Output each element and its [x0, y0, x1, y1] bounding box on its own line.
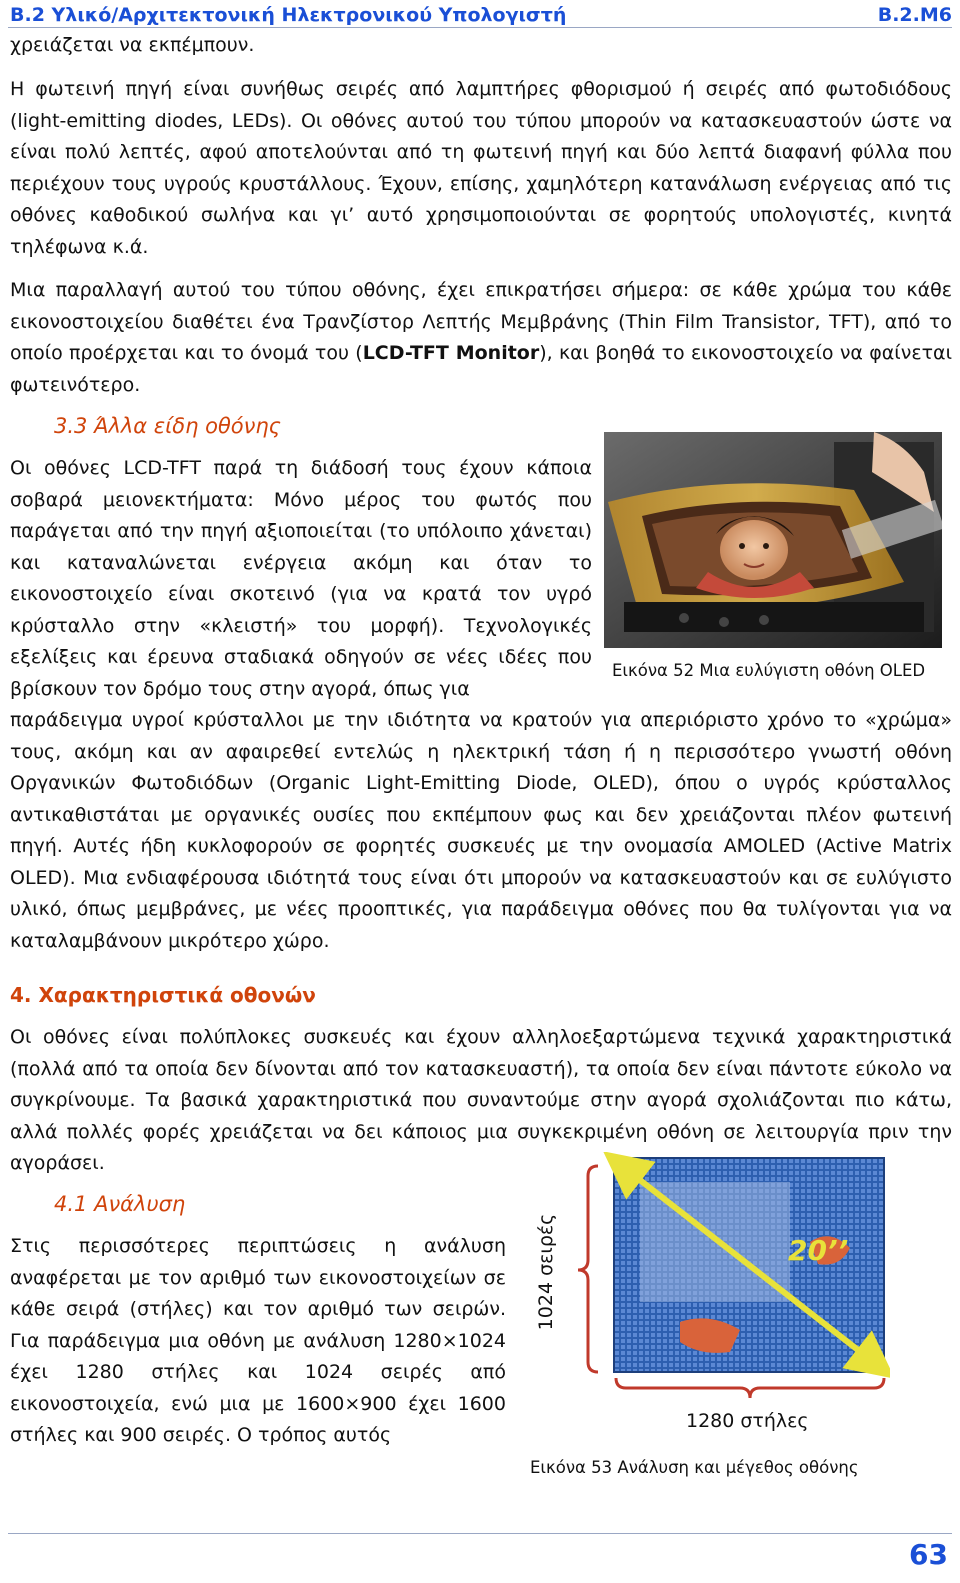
- paragraph-resolution: Στις περισσότερες περιπτώσεις η ανάλυση αναφέρεται με τον αριθμό των εικονοστοιχείων σε κάθε σειρά (στήλες) και τον αριθμό των σειρών. Για παράδειγμα μια οθόνη με ανάλυση 1280×1024 έχει 1280 στήλες και 1024 σειρές από εικονοστοιχεία, ενώ μια με 1600×900 έχει 1600 στήλες και 900 σειρές. Ο τρόπος αυτός: [10, 1235, 506, 1446]
- paragraph-tft-b: ), και βοηθά το εικονοστοιχείο να φαίνεται φωτεινότερο.: [10, 342, 952, 396]
- paragraph-tft-a: Μια παραλλαγή αυτού του τύπου οθόνης, έχει επικρατήσει σήμερα: σε κάθε χρώμα του κάθε εικονοστοιχείου διαθέτει ένα Τρανζίστορ Λεπτής Μεμβράνης (Thin Film Transistor, TFT), από το οποίο προέρχεται και το όνομά του (: [10, 279, 952, 364]
- oled-flexible-screen-image: [604, 432, 942, 648]
- chapter-title: Β.2 Υλικό/Αρχιτεκτονική Ηλεκτρονικού Υπολογιστή: [10, 4, 567, 26]
- diagonal-label: 20’’: [788, 1234, 849, 1267]
- paragraph-tft: [10, 275, 952, 401]
- paragraph-characteristics: Οι οθόνες είναι πολύπλοκες συσκευές και έχουν αλληλοεξαρτώμενα τεχνικά χαρακτηριστικά (πολλά από τα οποία δεν δίνονται από τον κατασκευαστή), τα οποία δεν είναι πάντοτε εύκολο να συγκρίνουμε. Τα βασικά χαρακτηριστικά που συναντούμε στην αγορά σχολιάζονται πιο κάτω, αλλά πολλές φορές χρειάζεται να δει κάποιος μια συγκεκριμένη οθόνη σε λειτουργία πριν την αγοράσει.: [10, 1026, 952, 1174]
- paragraph-light-source: Η φωτεινή πηγή είναι συνήθως σειρές από λαμπτήρες φθορισμού ή σειρές από φωτοδιόδους (light-emitting diodes, LEDs). Οι οθόνες αυτού του τύπου μπορούν να κατασκευαστούν ώστε να είναι πολύ λεπτές, αφού αποτελούνται από τη φωτεινή πηγή και δύο λεπτά διαφανή φύλλα που περιέχουν τους υγρούς κρυστάλλους. Έχουν, επίσης, χαμηλότερη κατανάλωση ενέργειας από τις οθόνες καθοδικού σωλήνα και γι’ αυτό χρησιμοποιούνται σε φορητούς υπολογιστές, κινητά τηλέφωνα κ.ά.: [10, 78, 952, 258]
- paragraph-continuation: χρειάζεται να εκπέμπουν.: [10, 34, 255, 56]
- cols-label: 1280 στήλες: [686, 1410, 809, 1432]
- footer-divider: [8, 1533, 952, 1534]
- rows-label: 1024 σειρές: [535, 1213, 557, 1331]
- page-header: [0, 0, 960, 28]
- chapter-code: Β.2.Μ6: [877, 4, 952, 26]
- resolution-figure: [530, 1152, 890, 1412]
- resolution-diagram: [530, 1152, 890, 1412]
- lcd-tft-term: LCD-TFT Monitor: [362, 342, 540, 364]
- paragraph-oled-narrow: Οι οθόνες LCD-TFT παρά τη διάδοσή τους έχουν κάποια σοβαρά μειονεκτήματα: Μόνο μέρος του φωτός που παράγεται από την πηγή αξιοποιείται (το υπόλοιπο χάνεται) και καταναλώνεται ενέργεια ακόμη και όταν το εικονοστοιχείο είναι σκοτεινό (για να κρατά τον υγρό κρύσταλλο στην «κλειστή» του μορφή). Τεχνολογικές εξελίξεις και έρευνα σταδιακά οδηγούν σε νέες ιδέες που βρίσκουν τον δρόμο τους στην αγορά, όπως για: [10, 457, 592, 700]
- header-divider: [8, 27, 952, 28]
- figure-53-caption: Εικόνα 53 Ανάλυση και μέγεθος οθόνης: [530, 1458, 859, 1477]
- paragraph-oled-full: παράδειγμα υγροί κρύσταλλοι με την ιδιότητα να κρατούν για απεριόριστο χρόνο το «χρώμα» τους, ακόμη και αν αφαιρεθεί εντελώς η ηλεκτρική τάση ή η περισσότερο γνωστή οθόνη Οργανικών Φωτοδιόδων (Organic Light-Emitting Diode, OLED), όπου ο υγρός κρύσταλλος αντικαθιστάται με οργανικές ουσίες που εκπέμπουν φως και δεν χρειάζονται πλέον φωτεινή πηγή. Αυτές ήδη κυκλοφορούν σε φορητές συσκευές με την ονομασία AMOLED (Active Matrix OLED). Μια ενδιαφέρουσα ιδιότητά τους είναι ότι μπορούν να κατασκευαστούν και σε ευλύγιστο υλικό, όπως μεμβράνες, με νέες προοπτικές, για παράδειγμα οθόνες που θα τυλίγονται για να καταλαμβάνουν μικρότερο χώρο.: [10, 709, 952, 952]
- page-number: 63: [909, 1538, 948, 1571]
- figure-52-caption: Εικόνα 52 Μια ευλύγιστη οθόνη OLED: [612, 661, 926, 680]
- section-4-title: 4. Χαρακτηριστικά οθονών: [10, 983, 316, 1007]
- subsection-3-3-title: 3.3 Άλλα είδη οθόνης: [54, 414, 282, 438]
- subsection-4-1-title: 4.1 Ανάλυση: [54, 1192, 186, 1216]
